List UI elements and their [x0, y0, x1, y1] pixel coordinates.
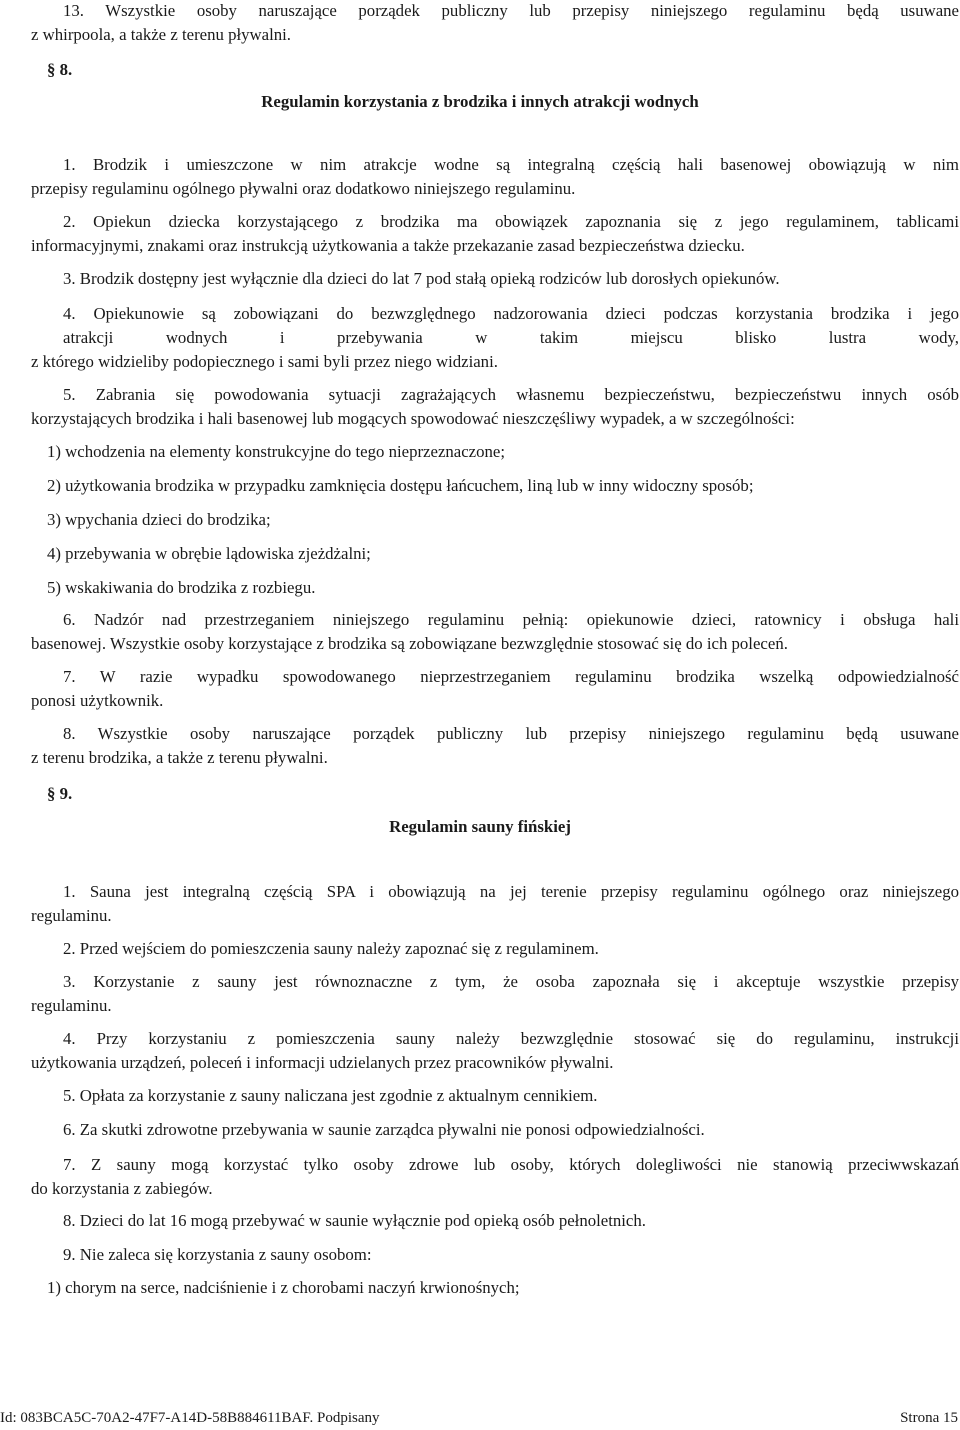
sec9-item-6: 6. Za skutki zdrowotne przebywania w saunie zarządca pływalni nie ponosi odpowiedzialności. — [63, 1120, 705, 1139]
sec8-item-2: 2. Opiekun dziecka korzystającego z brodzika ma obowiązek zapoznania się z jego regulaminem, tablicami informacyjnymi, znakami oraz instrukcją użytkowania a także przekazanie zasad bezpieczeństwa dziecku. — [31, 212, 959, 255]
sec9-item-7: 7. Z sauny mogą korzystać tylko osoby zdrowe lub osoby, których dolegliwości nie stanowią przeciwwskazań do korzystania z zabiegów. — [31, 1155, 959, 1198]
sec8-item-8: 8. Wszystkie osoby naruszające porządek publiczny lub przepisy niniejszego regulaminu będą usuwane z terenu brodzika, a także z terenu pływalni. — [31, 724, 959, 767]
sec9-item-2: 2. Przed wejściem do pomieszczenia sauny należy zapoznać się z regulaminem. — [63, 939, 599, 958]
document-id: Id: 083BCA5C-70A2-47F7-A14D-58B884611BAF. Podpisany — [0, 1410, 380, 1426]
sec8-item-3: 3. Brodzik dostępny jest wyłącznie dla dzieci do lat 7 pod stałą opieką rodziców lub dorosłych opiekunów. — [63, 269, 780, 288]
sec8-item-7: 7. W razie wypadku spowodowanego nieprzestrzeganiem regulaminu brodzika wszelką odpowiedzialność ponosi użytkownik. — [31, 667, 959, 710]
page-number: Strona 15 — [900, 1410, 958, 1426]
sec9-item-9: 9. Nie zaleca się korzystania z sauny osobom: — [63, 1245, 372, 1264]
sec8-subitem-3: 3) wpychania dzieci do brodzika; — [47, 510, 271, 529]
sec8-item-6: 6. Nadzór nad przestrzeganiem niniejszego regulaminu pełnią: opiekunowie dzieci, ratownicy i obsługa hali basenowej. Wszystkie osoby korzystające z brodzika są zobowiązane bezwzględnie stosować się do ich poleceń. — [31, 610, 959, 653]
sec8-item-1: 1. Brodzik i umieszczone w nim atrakcje wodne są integralną częścią hali basenowej obowiązują w nim przepisy regulaminu ogólnego pływalni oraz dodatkowo niniejszego regulaminu. — [31, 155, 959, 198]
page-footer — [0, 1406, 958, 1430]
paragraph-13: 13. Wszystkie osoby naruszające porządek publiczny lub przepisy niniejszego regulaminu będą usuwane z whirpoola, a także z terenu pływalni. — [31, 1, 959, 44]
section-8-title: Regulamin korzystania z brodzika i innych atrakcji wodnych — [261, 92, 699, 111]
sec9-item-8: 8. Dzieci do lat 16 mogą przebywać w saunie wyłącznie pod opieką osób pełnoletnich. — [63, 1211, 646, 1230]
section-8-number: § 8. — [47, 60, 73, 79]
sec8-subitem-2: 2) użytkowania brodzika w przypadku zamknięcia dostępu łańcuchem, liną lub w inny widoczny sposób; — [47, 476, 754, 495]
sec9-item-1: 1. Sauna jest integralną częścią SPA i obowiązują na jej terenie przepisy regulaminu ogólnego oraz niniejszego regulaminu. — [31, 882, 959, 925]
section-9-number: § 9. — [47, 784, 73, 803]
sec8-item-4: 4. Opiekunowie są zobowiązani do bezwzględnego nadzorowania dzieci podczas korzystania brodzika i jego atrakcji wodnych i przebywania w takim miejscu blisko lustra wody, z którego widzieliby podopiecznego i sami byli przez niego widziani. — [31, 304, 959, 371]
sec8-subitem-4: 4) przebywania w obrębie lądowiska zjeżdżalni; — [47, 544, 371, 563]
section-9-title: Regulamin sauny fińskiej — [389, 817, 571, 836]
sec9-item-4: 4. Przy korzystaniu z pomieszczenia sauny należy bezwzględnie stosować się do regulaminu, instrukcji użytkowania urządzeń, poleceń i informacji udzielanych przez pracowników pływalni. — [31, 1029, 959, 1072]
sec9-item-5: 5. Opłata za korzystanie z sauny naliczana jest zgodnie z aktualnym cennikiem. — [63, 1086, 598, 1105]
sec9-item-3: 3. Korzystanie z sauny jest równoznaczne z tym, że osoba zapoznała się i akceptuje wszystkie przepisy regulaminu. — [31, 972, 959, 1015]
sec8-item-5: 5. Zabrania się powodowania sytuacji zagrażających własnemu bezpieczeństwu, bezpieczeństwu innych osób korzystających brodzika i hali basenowej lub mogących spowodować nieszczęśliwy wypadek, a w szczególności: — [31, 385, 959, 428]
sec8-subitem-5: 5) wskakiwania do brodzika z rozbiegu. — [47, 578, 316, 597]
sec9-subitem-1: 1) chorym na serce, nadciśnienie i z chorobami naczyń krwionośnych; — [47, 1278, 520, 1297]
sec8-subitem-1: 1) wchodzenia na elementy konstrukcyjne do tego nieprzeznaczone; — [47, 442, 506, 461]
